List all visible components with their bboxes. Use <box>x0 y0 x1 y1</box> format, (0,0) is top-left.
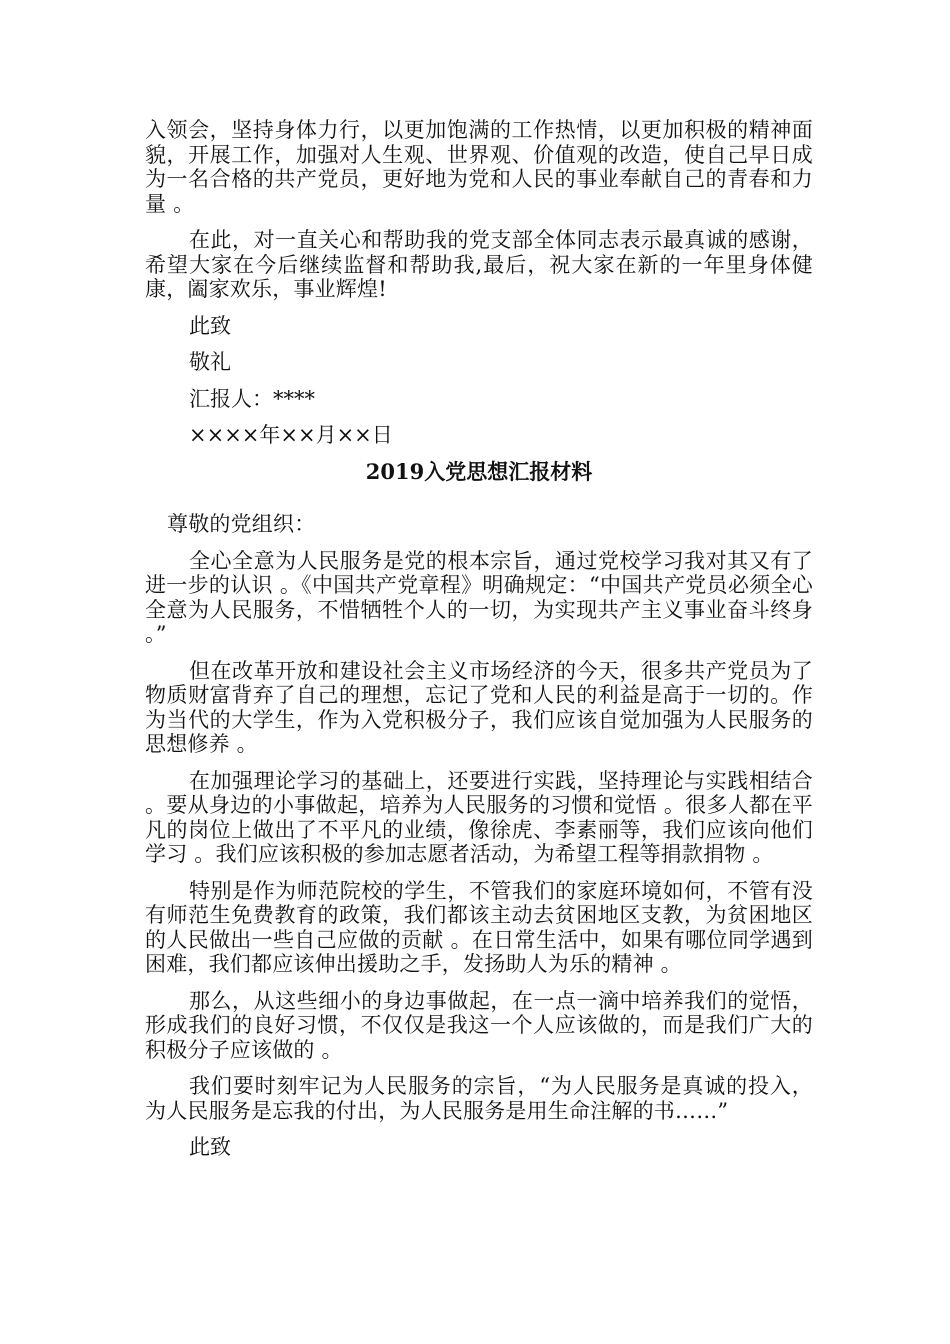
paragraph: 在此，对一直关心和帮助我的党支部全体同志表示最真诚的感谢，希望大家在今后继续监督和帮助我,最后，祝大家在新的一年里身体健康，阖家欢乐，事业辉煌! <box>145 228 813 301</box>
paragraph: 在加强理论学习的基础上，还要进行实践，坚持理论与实践相结合 。要从身边的小事做起，培养为人民服务的习惯和觉悟 。很多人都在平凡的岗位上做出了不平凡的业绩，像徐虎、李素丽等，我们应该向他们学习 。我们应该积极的参加志愿者活动，为希望工程等捐款捐物 。 <box>145 768 813 866</box>
paragraph: 全心全意为人民服务是党的根本宗旨，通过党校学习我对其又有了进一步的认识 。《中国共产党章程》明确规定：“中国共产党员必须全心全意为人民服务，不惜牺牲个人的一切，为实现共产主义事业奋斗终身 。” <box>145 548 813 646</box>
date-line: ××××年××月××日 <box>189 423 393 447</box>
paragraph: 入领会，坚持身体力行，以更加饱满的工作热情，以更加积极的精神面貌，开展工作，加强对人生观、世界观、价值观的改造，使自己早日成为一名合格的共产党员，更好地为党和人民的事业奉献自己的青春和力量 。 <box>145 118 813 216</box>
paragraph: 我们要时刻牢记为人民服务的宗旨，“为人民服务是真诚的投入，为人民服务是忘我的付出，为人民服务是用生命注解的书……” <box>145 1074 813 1123</box>
salutation: 尊敬的党组织： <box>167 512 316 536</box>
closing-salute: 敬礼 <box>189 350 231 374</box>
paragraph: 那么，从这些细小的身边事做起，在一点一滴中培养我们的觉悟，形成我们的良好习惯，不仅仅是我这一个人应该做的，而是我们广大的积极分子应该做的 。 <box>145 988 813 1062</box>
paragraph: 特别是作为师范院校的学生，不管我们的家庭环境如何，不管有没有师范生免费教育的政策，我们都该主动去贫困地区支教，为贫困地区的人民做出一些自己应做的贡献 。在日常生活中，如果有哪位同学遇到困难，我们都应该伸出援助之手，发扬助人为乐的精神 。 <box>145 878 813 976</box>
reporter-line: 汇报人：**** <box>189 386 315 411</box>
closing-line: 此致 <box>189 1135 231 1159</box>
paragraph: 但在改革开放和建设社会主义市场经济的今天，很多共产党员为了物质财富背弃了自己的理想，忘记了党和人民的利益是高于一切的。作为当代的大学生，作为入党积极分子，我们应该自觉加强为人民服务的思想修养 。 <box>145 658 813 756</box>
document-title: 2019入党思想汇报材料 <box>365 458 593 484</box>
document-page <box>145 118 813 1172</box>
closing-line: 此致 <box>189 313 231 338</box>
